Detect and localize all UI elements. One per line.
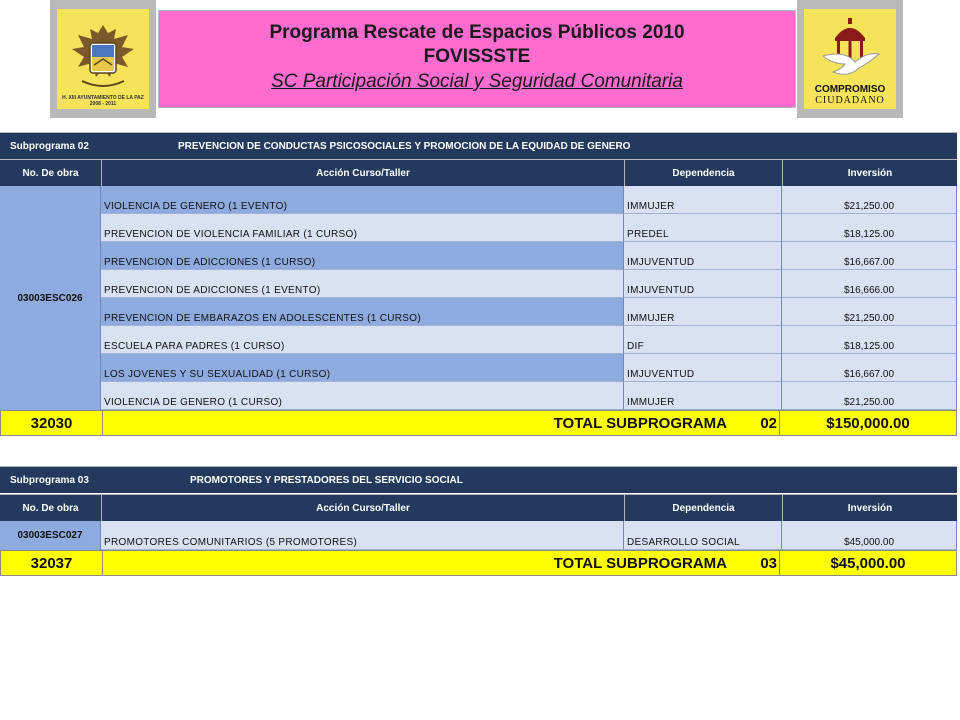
total-label-text: TOTAL SUBPROGRAMA xyxy=(553,554,727,572)
subprogram-02-total-row xyxy=(0,410,957,436)
row-inversion-cell xyxy=(782,214,957,242)
subprogram-03-total-row xyxy=(0,550,957,576)
page-subtitle: FOVISSSTE xyxy=(423,46,531,67)
column-header-dependencia: Dependencia xyxy=(624,160,782,186)
row-accion: VIOLENCIA DE GENERO (1 EVENTO) xyxy=(104,201,288,212)
row-accion-cell xyxy=(101,521,624,550)
row-inversion: $16,666.00 xyxy=(843,285,895,296)
total-amount: $150,000.00 xyxy=(826,414,910,432)
row-dependencia-cell xyxy=(624,382,782,410)
row-dependencia: DESARROLLO SOCIAL xyxy=(627,537,740,548)
row-dependencia-cell xyxy=(624,354,782,382)
row-dependencia-cell xyxy=(624,326,782,354)
total-code: 32030 xyxy=(30,414,73,432)
total-label-number: 02 xyxy=(760,414,777,432)
row-dependencia-cell xyxy=(624,214,782,242)
row-inversion: $21,250.00 xyxy=(843,313,895,324)
row-accion: PREVENCION DE ADICCIONES (1 CURSO) xyxy=(104,257,316,268)
total-label xyxy=(102,551,780,575)
row-accion: PREVENCION DE VIOLENCIA FAMILIAR (1 CURSO) xyxy=(104,229,358,240)
title-box xyxy=(158,10,796,108)
row-inversion: $16,667.00 xyxy=(843,369,895,380)
subprogram-03-label: Subprograma 03 xyxy=(10,474,89,486)
row-accion: PROMOTORES COMUNITARIOS (5 PROMOTORES) xyxy=(104,537,358,548)
column-header-inversion: Inversión xyxy=(782,495,957,521)
row-dependencia-cell xyxy=(624,242,782,270)
subprogram-03-column-headers xyxy=(0,494,957,521)
row-dependencia: IMMUJER xyxy=(627,201,675,212)
row-accion-cell xyxy=(101,354,624,382)
column-header-dependencia: Dependencia xyxy=(624,495,782,521)
subprogram-02-name: PREVENCION DE CONDUCTAS PSICOSOCIALES Y PROMOCION DE LA EQUIDAD DE GENERO xyxy=(178,140,631,152)
row-accion-cell xyxy=(101,242,624,270)
total-amount: $45,000.00 xyxy=(830,554,906,572)
row-dependencia-cell xyxy=(624,270,782,298)
row-inversion-cell xyxy=(782,382,957,410)
obra-number-cell: 03003ESC026 xyxy=(0,186,101,410)
row-inversion: $21,250.00 xyxy=(843,201,895,212)
subprogram-02-column-headers xyxy=(0,159,957,186)
right-logo-panel xyxy=(804,9,896,109)
row-inversion: $45,000.00 xyxy=(843,537,895,548)
row-dependencia: IMMUJER xyxy=(627,313,675,324)
row-dependencia: IMJUVENTUD xyxy=(627,257,695,268)
column-header-obra: No. De obra xyxy=(22,167,79,179)
right-logo xyxy=(797,0,903,118)
row-dependencia: PREDEL xyxy=(627,229,669,240)
row-accion-cell xyxy=(101,382,624,410)
row-accion-cell xyxy=(101,186,624,214)
row-dependencia-cell xyxy=(624,521,782,550)
column-header-inversion: Inversión xyxy=(782,160,957,186)
row-accion: PREVENCION DE EMBARAZOS EN ADOLESCENTES (1 CURSO) xyxy=(104,313,421,324)
subprogram-02-header xyxy=(0,132,957,159)
row-inversion: $16,667.00 xyxy=(843,257,895,268)
row-inversion-cell xyxy=(782,354,957,382)
total-code: 32037 xyxy=(30,554,73,572)
row-accion-cell xyxy=(101,326,624,354)
column-header-obra: No. De obra xyxy=(22,502,79,514)
row-inversion-cell xyxy=(782,242,957,270)
row-accion-cell xyxy=(101,214,624,242)
row-inversion: $21,250.00 xyxy=(843,397,895,408)
row-dependencia: IMMUJER xyxy=(627,397,675,408)
column-header-accion: Acción Curso/Taller xyxy=(101,495,624,521)
page-department: SC Participación Social y Seguridad Comunitaria xyxy=(271,71,683,92)
left-logo-caption: H. XIII AYUNTAMIENTO DE LA PAZ 2008 - 2011 xyxy=(62,95,144,107)
row-inversion: $18,125.00 xyxy=(843,229,895,240)
total-label-number: 03 xyxy=(760,554,777,572)
row-inversion-cell xyxy=(782,326,957,354)
subprogram-02-label: Subprograma 02 xyxy=(10,140,89,152)
total-label xyxy=(102,411,780,435)
dove-kiosk-icon xyxy=(815,16,885,84)
row-dependencia: IMJUVENTUD xyxy=(627,285,695,296)
right-logo-word-ciudadano: CIUDADANO xyxy=(815,95,885,106)
left-logo-panel xyxy=(57,9,149,109)
row-accion: VIOLENCIA DE GENERO (1 CURSO) xyxy=(104,397,283,408)
total-label-text: TOTAL SUBPROGRAMA xyxy=(553,414,727,432)
row-dependencia: IMJUVENTUD xyxy=(627,369,695,380)
subprogram-02-table xyxy=(0,186,957,410)
row-inversion: $18,125.00 xyxy=(843,341,895,352)
row-inversion-cell xyxy=(782,186,957,214)
row-dependencia-cell xyxy=(624,186,782,214)
eagle-crest-icon xyxy=(68,21,138,95)
column-header-accion: Acción Curso/Taller xyxy=(101,160,624,186)
row-accion-cell xyxy=(101,298,624,326)
row-accion: ESCUELA PARA PADRES (1 CURSO) xyxy=(104,341,285,352)
row-accion: LOS JOVENES Y SU SEXUALIDAD (1 CURSO) xyxy=(104,369,331,380)
row-inversion-cell xyxy=(782,270,957,298)
row-inversion-cell xyxy=(782,521,957,550)
row-accion-cell xyxy=(101,270,624,298)
row-accion: PREVENCION DE ADICCIONES (1 EVENTO) xyxy=(104,285,321,296)
obra-number-cell: 03003ESC027 xyxy=(0,521,101,550)
left-logo xyxy=(50,0,156,118)
subprogram-03-name: PROMOTORES Y PRESTADORES DEL SERVICIO SOCIAL xyxy=(190,474,463,486)
row-dependencia-cell xyxy=(624,298,782,326)
row-inversion-cell xyxy=(782,298,957,326)
right-logo-word-compromiso: COMPROMISO xyxy=(814,84,886,95)
row-dependencia: DIF xyxy=(627,341,645,352)
subprogram-03-header xyxy=(0,466,957,493)
page-title: Programa Rescate de Espacios Públicos 2010 xyxy=(269,22,685,43)
subprogram-03-table xyxy=(0,521,957,550)
